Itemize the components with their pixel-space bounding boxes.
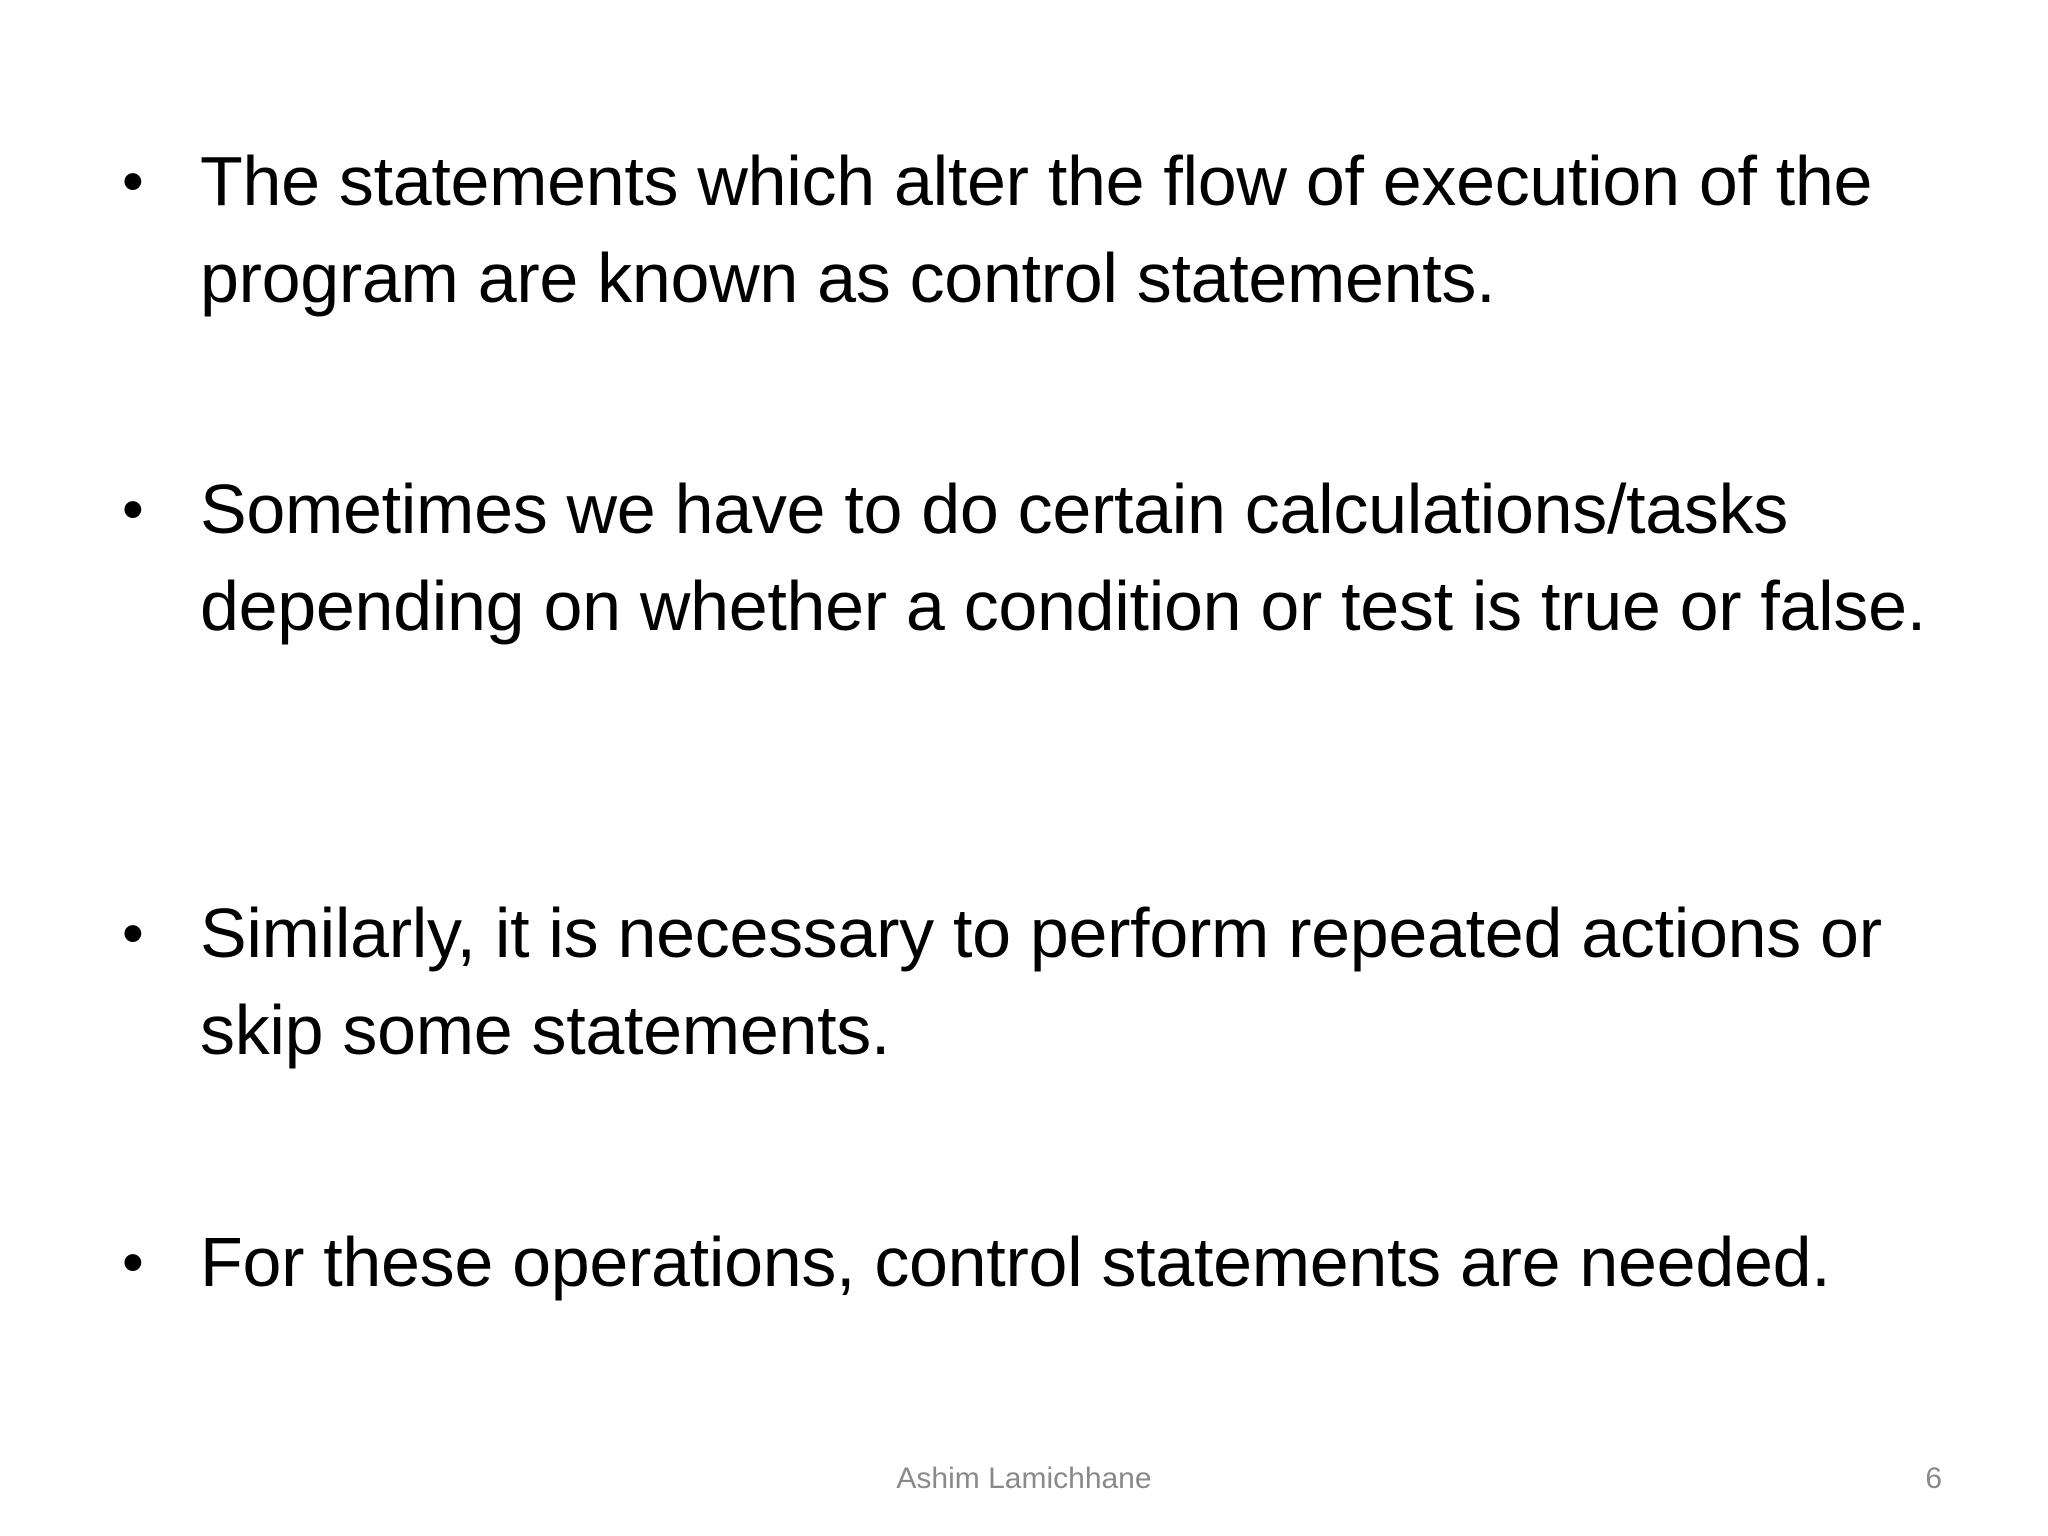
bullet-item (122, 133, 1952, 327)
page-number: 6 (1925, 1462, 1942, 1495)
bullet-marker: • (122, 147, 144, 216)
bullet-marker: • (122, 1228, 144, 1297)
bullet-item (122, 885, 1952, 1079)
bullet-text: Similarly, it is necessary to perform repeated actions or skip some statements. (200, 894, 1882, 1069)
bullet-item (122, 1214, 1952, 1311)
bullet-text: For these operations, control statements are needed. (200, 1223, 1831, 1301)
bullet-text: The statements which alter the flow of execution of the program are known as control statements. (200, 142, 1873, 317)
footer-author: Ashim Lamichhane (896, 1462, 1152, 1495)
bullet-text: Sometimes we have to do certain calculations/tasks depending on whether a condition or test is true or false. (200, 470, 1926, 645)
bullet-marker: • (122, 475, 144, 544)
bullet-item (122, 461, 1952, 655)
bullet-marker: • (122, 899, 144, 968)
